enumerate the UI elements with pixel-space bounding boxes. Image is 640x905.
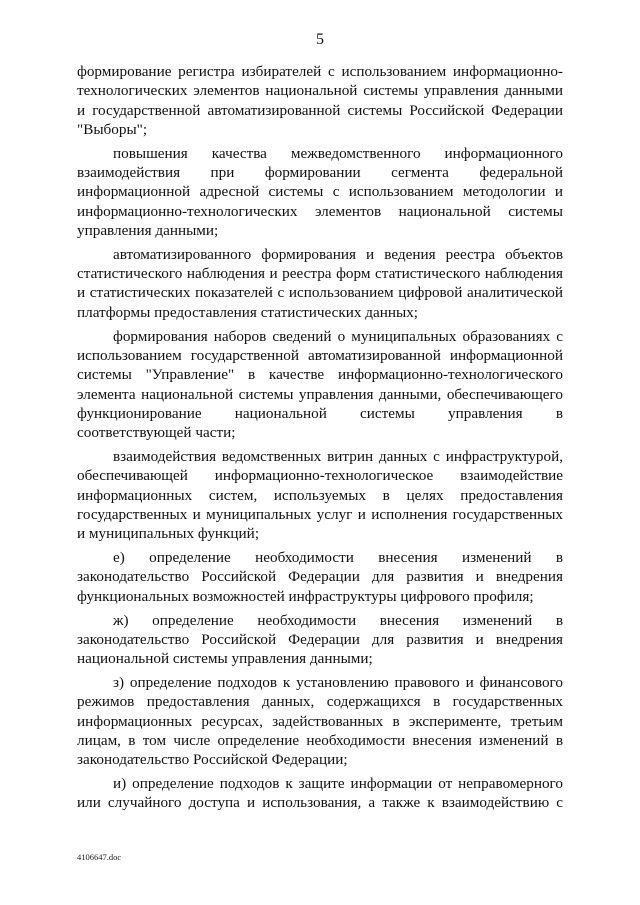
document-reference: 4106647.doc xyxy=(77,852,122,862)
paragraph: повышения качества межведомственного информационного взаимодействия при формировании сегмента федеральной информационной адресной системы с использованием методологии и информационно-технологических элементов национальной системы управления данными; xyxy=(77,144,563,239)
paragraph: ж) определение необходимости внесения изменений в законодательство Российской Федерации для развития и внедрения национальной системы управления данными; xyxy=(77,611,563,668)
paragraph: формирование регистра избирателей с использованием информационно-технологических элементов национальной системы управления данными и государственной автоматизированной системы Российской Федерации "Выборы"; xyxy=(77,63,563,138)
page-number: 5 xyxy=(316,31,324,48)
paragraph: и) определение подходов к защите информации от неправомерного или случайного доступа и использования, а также к взаимодействию с xyxy=(77,775,563,812)
paragraph: е) определение необходимости внесения изменений в законодательство Российской Федерации для развития и внедрения функциональных возможностей инфраструктуры цифрового профиля; xyxy=(77,549,563,605)
document-body xyxy=(77,62,563,813)
paragraph: автоматизированного формирования и ведения реестра объектов статистического наблюдения и реестра форм статистического наблюдения и статистических показателей с использованием цифровой аналитической платформы предоставления статистических данных; xyxy=(77,245,563,321)
paragraph: взаимодействия ведомственных витрин данных с инфраструктурой, обеспечивающей информационно-технологическое взаимодействие информационных систем, используемых в целях предоставления государственных и муниципальных услуг и исполнения государственных и муниципальных функций; xyxy=(77,448,563,543)
paragraph: формирования наборов сведений о муниципальных образованиях с использованием государственной автоматизированной информационной системы "Управление" в качестве информационно-технологического элемента национальной системы управления данными, обеспечивающего функционирование национальной системы управления в соответствующей части; xyxy=(77,327,563,442)
paragraph: з) определение подходов к установлению правового и финансового режимов предоставления данных, содержащихся в государственных информационных ресурсах, задействованных в эксперименте, третьим лицам, в том числе определение необходимости внесения изменений в законодательство Российской Федерации; xyxy=(77,674,563,769)
